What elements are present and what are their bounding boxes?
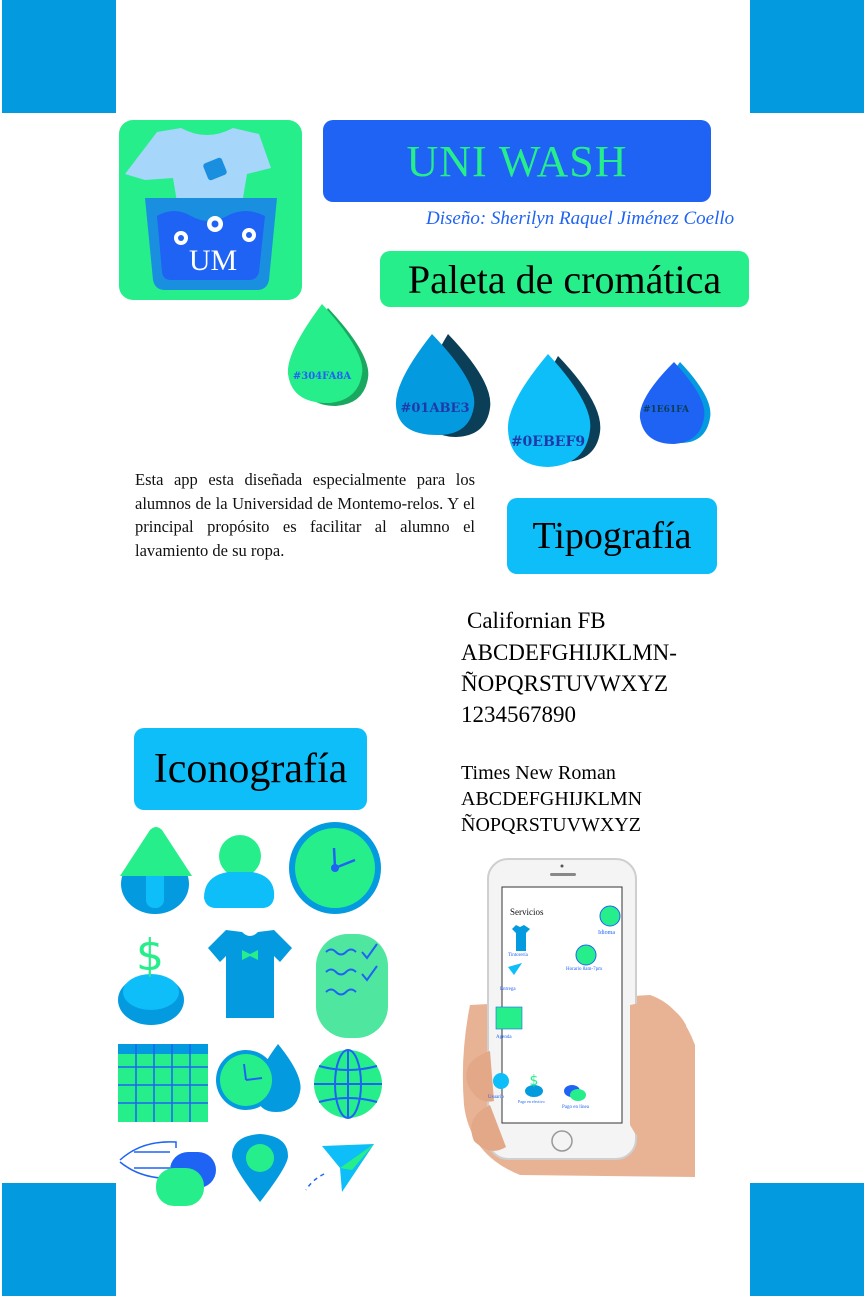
calendar-icon xyxy=(118,1044,208,1122)
iconography-heading-box xyxy=(134,728,367,810)
icon-grid xyxy=(112,822,402,1214)
location-pin-icon xyxy=(232,1134,288,1202)
color-drop-royal xyxy=(640,362,711,444)
iconography-title: Iconografía xyxy=(153,746,348,792)
corner-block-top-left xyxy=(2,0,116,113)
screen-agenda: Agenda xyxy=(496,1035,512,1040)
screen-usuario: Usuario xyxy=(488,1095,504,1100)
color-label-3: #0EBEF9 xyxy=(510,434,586,450)
font2-line1: ABCDEFGHIJKLMN xyxy=(461,788,643,810)
font2-name: Times New Roman xyxy=(461,762,616,784)
clock-icon xyxy=(289,822,381,914)
logo-text: UM xyxy=(188,244,238,277)
screen-title: Servicios xyxy=(510,907,544,917)
paper-plane-icon xyxy=(306,1144,374,1192)
typography-title: Tipografía xyxy=(532,515,692,557)
laundry-logo-icon xyxy=(119,120,302,300)
corner-block-bottom-right xyxy=(750,1183,864,1296)
font1-name: Californian FB xyxy=(467,608,606,633)
user-icon xyxy=(204,835,274,908)
font2-line2: ÑOPQRSTUVWXYZ xyxy=(461,814,641,836)
app-logo xyxy=(119,120,302,300)
corner-block-top-right xyxy=(750,0,864,113)
money-bag-icon xyxy=(118,930,184,1025)
screen-entrega: Entrega xyxy=(500,987,516,992)
palette-heading-box xyxy=(380,251,749,307)
chat-icon xyxy=(120,1142,216,1206)
color-label-4: #1E61FA xyxy=(642,405,690,415)
screen-idioma: Idioma xyxy=(598,930,615,936)
clock-drop-icon xyxy=(216,1044,301,1112)
phone-mockup xyxy=(450,855,695,1177)
font1-line2: ÑOPQRSTUVWXYZ xyxy=(461,671,668,696)
app-title-banner xyxy=(323,120,711,202)
typography-heading-box xyxy=(507,498,717,574)
home-icon xyxy=(120,827,192,914)
corner-block-bottom-left xyxy=(2,1183,116,1296)
app-description: Esta app esta diseñada especialmente para los alumnos de la Universidad de Montemo-relos. Y el principal propósito es facilitar al alumno el lavamiento de su ropa. xyxy=(135,470,475,560)
tshirt-icon xyxy=(208,930,292,1018)
font1-line3: 1234567890 xyxy=(461,702,576,727)
design-credit: Diseño: Sherilyn Raquel Jiménez Coello xyxy=(426,208,735,229)
color-drop-cyan xyxy=(508,354,600,467)
screen-pago-linea: Pago en línea xyxy=(562,1105,589,1110)
palette-drops xyxy=(280,300,740,475)
app-title: UNI WASH xyxy=(406,136,628,186)
color-label-2: #01ABE3 xyxy=(400,401,470,416)
checklist-icon xyxy=(316,934,388,1038)
svg-text:$: $ xyxy=(136,930,164,981)
svg-text:$: $ xyxy=(529,1073,539,1089)
font1-line1: ABCDEFGHIJKLMN- xyxy=(461,640,677,665)
screen-tintoreria: Tintorería xyxy=(508,953,528,958)
screen-horario: Horario 8am-7pm xyxy=(566,967,602,972)
screen-pago-efectivo: Pago en efectivo xyxy=(518,1099,545,1104)
phone-illustration xyxy=(450,855,695,1177)
color-drop-green xyxy=(288,304,368,406)
color-drop-dark-blue xyxy=(396,334,490,437)
globe-icon xyxy=(314,1050,382,1118)
color-label-1: #304FA8A xyxy=(292,371,352,382)
palette-title: Paleta de cromática xyxy=(407,256,722,302)
